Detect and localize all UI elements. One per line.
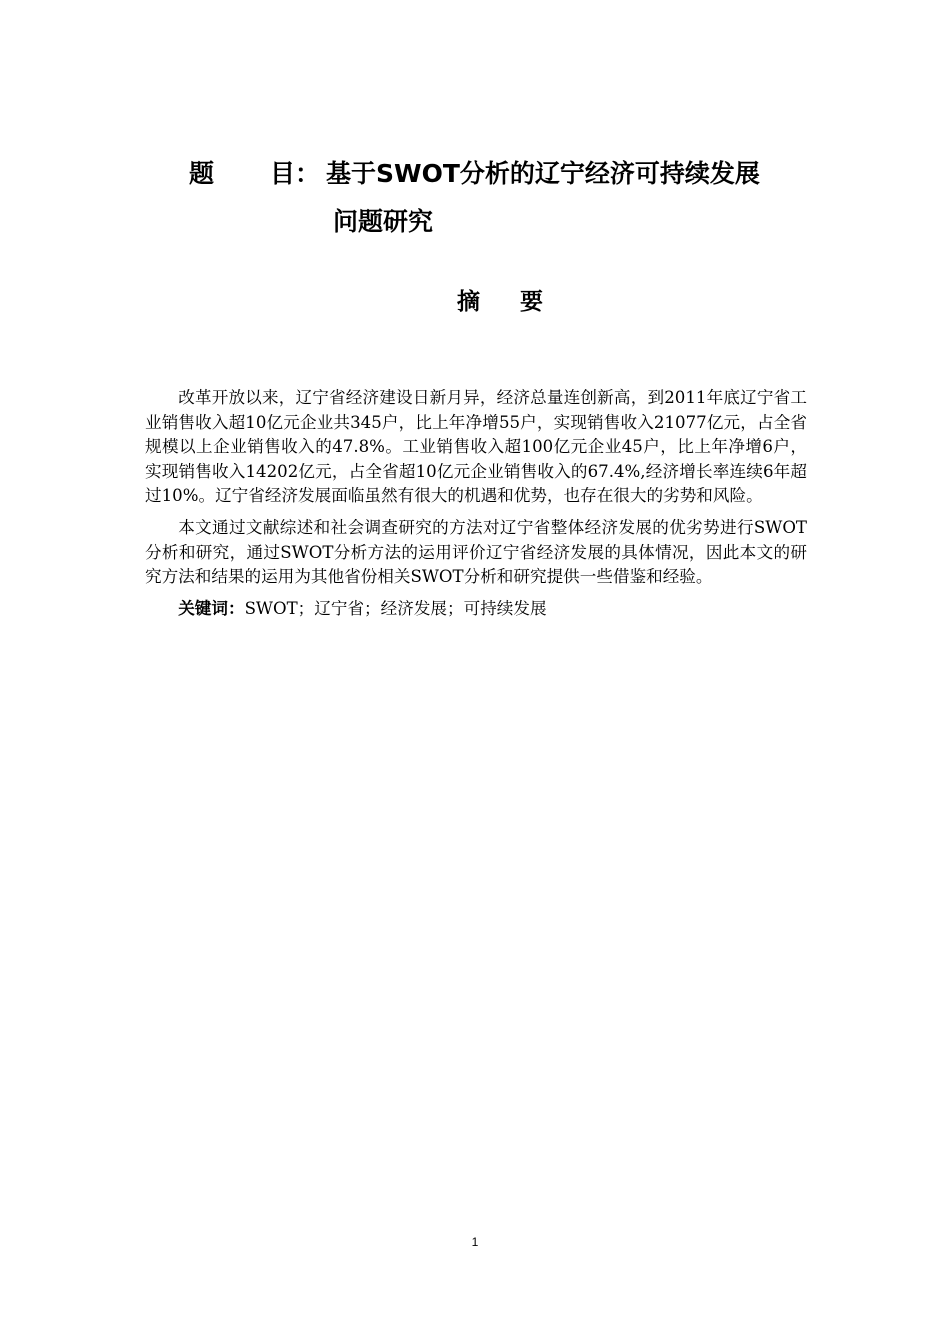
page-number: 1 [471, 1235, 479, 1249]
title-label [189, 150, 326, 198]
thesis-title [189, 150, 829, 246]
keywords-line [145, 597, 807, 622]
title-text-line-2: 问题研究 [333, 207, 434, 236]
title-text-line-1: 基于SWOT分析的辽宁经济可持续发展 [326, 159, 760, 188]
title-label-char-1: 题 [189, 159, 215, 188]
keywords-text: SWOT；辽宁省；经济发展；可持续发展 [244, 598, 547, 618]
abstract-heading-char-2: 要 [520, 289, 543, 315]
abstract-body [145, 386, 807, 621]
title-separator: ： [295, 159, 321, 188]
title-label-char-2: 目 [270, 159, 296, 188]
abstract-paragraph-2: 本文通过文献综述和社会调查研究的方法对辽宁省整体经济发展的优劣势进行SWOT分析和研究，通过SWOT分析方法的运用评价辽宁省经济发展的具体情况，因此本文的研究方法和结果的运用为其他省份相关SWOT分析和研究提供一些借鉴和经验。 [145, 517, 807, 587]
keywords-label: 关键词： [178, 598, 245, 618]
abstract-heading-char-1: 摘 [457, 289, 480, 315]
abstract-heading [0, 284, 950, 320]
abstract-paragraph-1: 改革开放以来，辽宁省经济建设日新月异，经济总量连创新高，到2011年底辽宁省工业销售收入超10亿元企业共345户，比上年净增55户，实现销售收入21077亿元，占全省规模以上企业销售收入的47.8%。工业销售收入超100亿元企业45户，比上年净增6户，实现销售收入14202亿元，占全省超10亿元企业销售收入的67.4%,经济增长率连续6年超过10%。辽宁省经济发展面临虽然有很大的机遇和优势，也存在很大的劣势和风险。 [145, 388, 807, 506]
title-line-1 [189, 150, 829, 198]
